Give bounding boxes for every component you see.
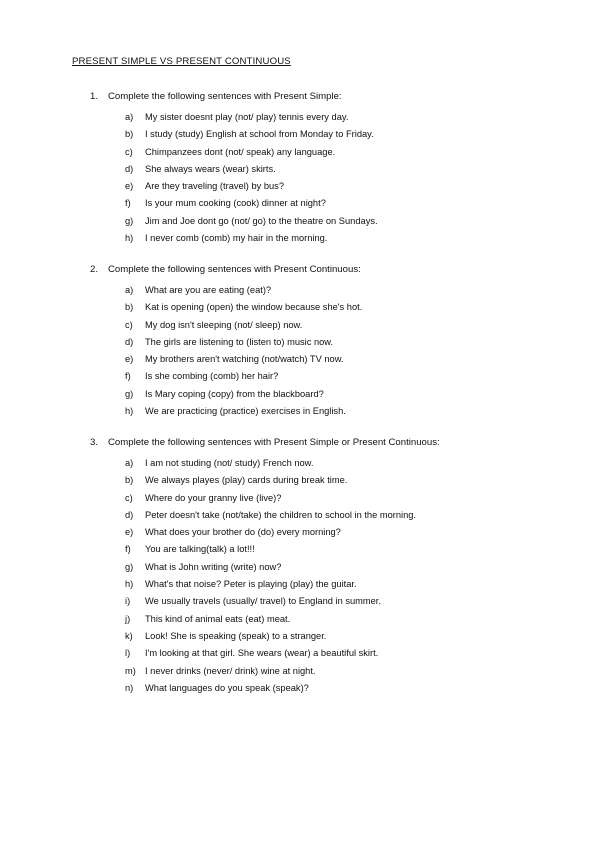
exercise-item	[90, 458, 590, 475]
exercise-item	[90, 181, 590, 198]
exercise-item	[90, 198, 590, 215]
item-letter: i)	[125, 596, 131, 607]
exercise-item	[90, 544, 590, 561]
exercise-item	[90, 631, 590, 648]
exercise-item	[90, 475, 590, 492]
item-text: You are talking(talk) a lot!!!	[145, 544, 255, 555]
section-instruction: Complete the following sentences with Present Simple:	[108, 91, 342, 102]
item-text: My brothers aren't watching (not/watch) TV now.	[145, 354, 344, 365]
item-letter: h)	[125, 233, 134, 244]
exercise-list	[90, 285, 590, 423]
item-text: I study (study) English at school from Monday to Friday.	[145, 129, 374, 140]
exercise-item	[90, 683, 590, 700]
item-text: We usually travels (usually/ travel) to England in summer.	[145, 596, 381, 607]
item-letter: b)	[125, 475, 134, 486]
item-letter: b)	[125, 129, 134, 140]
section-2	[90, 264, 590, 423]
item-text: What does your brother do (do) every morning?	[145, 527, 341, 538]
exercise-item	[90, 406, 590, 423]
item-text: Is Mary coping (copy) from the blackboard?	[145, 388, 324, 399]
item-letter: h)	[125, 579, 134, 590]
item-text: Where do your granny live (live)?	[145, 492, 282, 503]
exercise-list	[90, 458, 590, 700]
section-number: 3.	[90, 437, 99, 448]
item-letter: d)	[125, 336, 134, 347]
item-letter: f)	[125, 544, 131, 555]
item-letter: m)	[125, 665, 136, 676]
exercise-item	[90, 562, 590, 579]
exercise-item	[90, 493, 590, 510]
section-instruction: Complete the following sentences with Present Continuous:	[108, 264, 361, 275]
item-text: We are practicing (practice) exercises in English.	[145, 406, 346, 417]
item-letter: d)	[125, 163, 134, 174]
item-letter: e)	[125, 181, 134, 192]
section-3	[90, 437, 590, 700]
exercise-item	[90, 337, 590, 354]
item-text: Peter doesn't take (not/take) the children to school in the morning.	[145, 509, 417, 520]
exercise-item	[90, 614, 590, 631]
section-heading	[90, 437, 590, 453]
item-letter: g)	[125, 561, 134, 572]
exercise-item	[90, 129, 590, 146]
item-text: What are you are eating (eat)?	[145, 285, 272, 295]
exercise-list	[90, 112, 590, 250]
item-letter: n)	[125, 682, 134, 693]
section-heading	[90, 91, 590, 107]
item-letter: b)	[125, 302, 134, 313]
item-text: The girls are listening to (listen to) music now.	[145, 336, 334, 347]
exercise-item	[90, 147, 590, 164]
item-letter: g)	[125, 215, 134, 226]
exercise-item	[90, 320, 590, 337]
item-letter: h)	[125, 406, 134, 417]
exercise-item	[90, 666, 590, 683]
item-text: I never drinks (never/ drink) wine at night.	[145, 665, 316, 676]
item-text: What is John writing (write) now?	[145, 561, 282, 572]
item-letter: j)	[125, 613, 131, 624]
item-text: My sister doesnt play (not/ play) tennis every day.	[145, 112, 349, 122]
section-number: 1.	[90, 91, 99, 102]
item-text: Is she combing (comb) her hair?	[145, 371, 279, 382]
exercise-item	[90, 164, 590, 181]
item-letter: e)	[125, 527, 134, 538]
section-number: 2.	[90, 264, 99, 275]
item-text: Are they traveling (travel) by bus?	[145, 181, 284, 192]
item-text: My dog isn't sleeping (not/ sleep) now.	[145, 319, 303, 330]
exercise-item	[90, 527, 590, 544]
item-letter: e)	[125, 354, 134, 365]
item-letter: a)	[125, 112, 134, 122]
item-letter: c)	[125, 319, 133, 330]
section-1	[90, 91, 590, 250]
item-text: I'm looking at that girl. She wears (wear) a beautiful skirt.	[145, 648, 379, 659]
item-text: Look! She is speaking (speak) to a stranger.	[145, 630, 327, 641]
page-title: PRESENT SIMPLE VS PRESENT CONTINUOUS	[72, 56, 291, 67]
item-text: What languages do you speak (speak)?	[145, 682, 309, 693]
item-text: Kat is opening (open) the window because she's hot.	[145, 302, 363, 313]
item-letter: d)	[125, 509, 134, 520]
section-heading	[90, 264, 590, 280]
item-text: Jim and Joe dont go (not/ go) to the theatre on Sundays.	[145, 215, 378, 226]
item-text: Chimpanzees dont (not/ speak) any language.	[145, 146, 336, 157]
item-letter: c)	[125, 146, 133, 157]
item-letter: f)	[125, 371, 131, 382]
exercise-item	[90, 354, 590, 371]
item-text: What's that noise? Peter is playing (play) the guitar.	[145, 579, 357, 590]
exercise-item	[90, 510, 590, 527]
item-text: This kind of animal eats (eat) meat.	[145, 613, 291, 624]
exercise-item	[90, 285, 590, 302]
item-letter: a)	[125, 285, 134, 295]
exercise-item	[90, 112, 590, 129]
exercise-item	[90, 371, 590, 388]
item-text: I never comb (comb) my hair in the morning.	[145, 233, 328, 244]
exercise-item	[90, 302, 590, 319]
item-text: She always wears (wear) skirts.	[145, 163, 276, 174]
item-letter: g)	[125, 388, 134, 399]
item-letter: k)	[125, 630, 133, 641]
item-letter: c)	[125, 492, 133, 503]
exercise-item	[90, 216, 590, 233]
exercise-item	[90, 389, 590, 406]
item-text: We always playes (play) cards during break time.	[145, 475, 348, 486]
item-letter: f)	[125, 198, 131, 209]
exercise-item	[90, 233, 590, 250]
exercise-item	[90, 579, 590, 596]
section-instruction: Complete the following sentences with Present Simple or Present Continuous:	[108, 437, 440, 448]
item-text: I am not studing (not/ study) French now.	[145, 458, 314, 468]
exercise-item	[90, 648, 590, 665]
exercise-item	[90, 596, 590, 613]
item-letter: l)	[125, 648, 131, 659]
item-text: Is your mum cooking (cook) dinner at night?	[145, 198, 326, 209]
item-letter: a)	[125, 458, 134, 468]
